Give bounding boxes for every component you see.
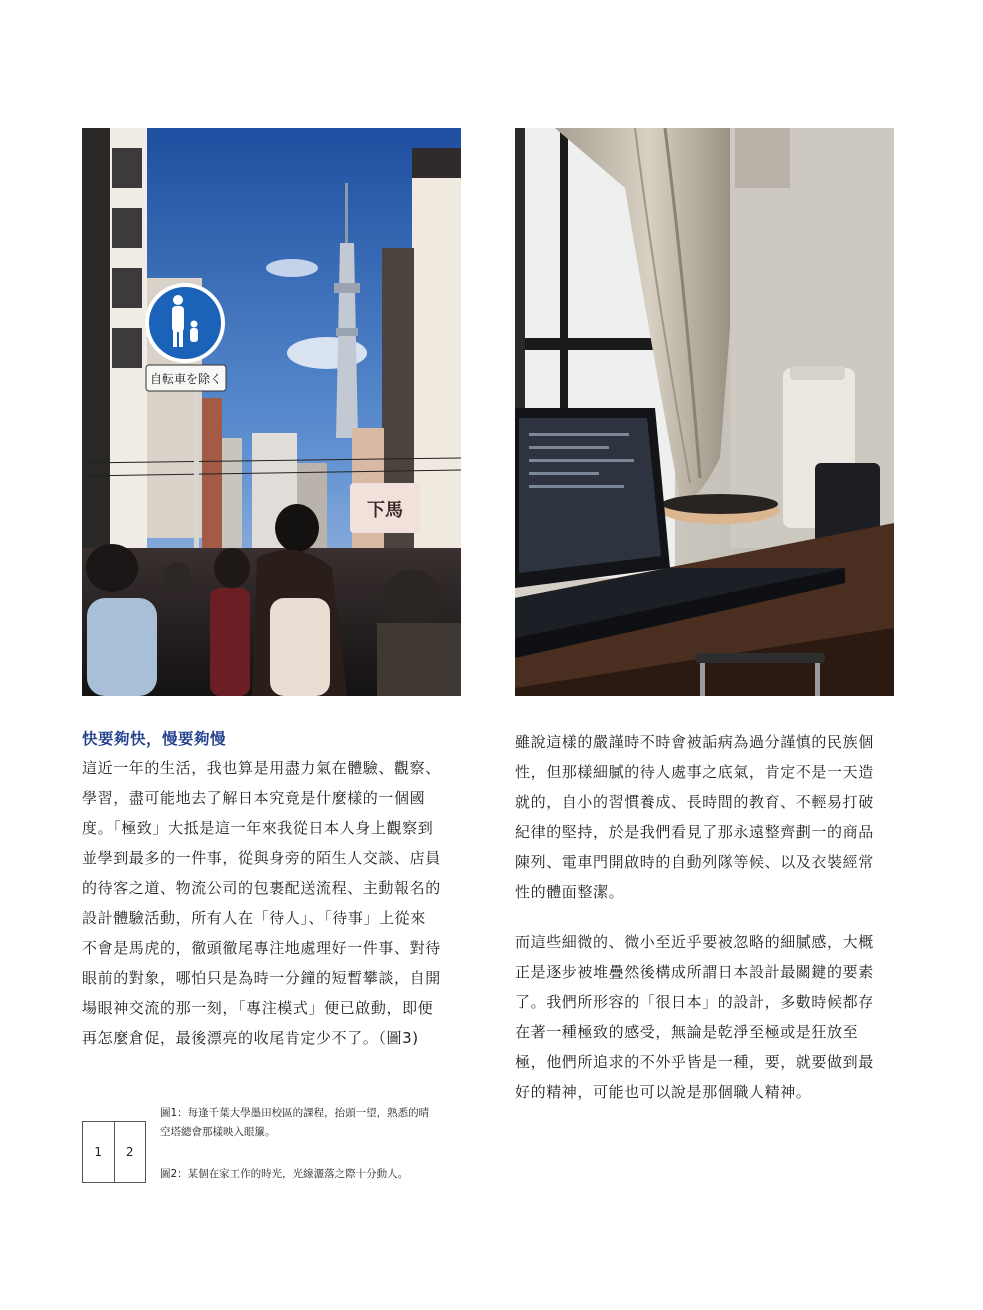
photo-street-skytree (82, 128, 461, 696)
body-line: 再怎麼倉促，最後漂亮的收尾肯定少不了。（圖3) (82, 1029, 419, 1047)
body-line: 在著一種極致的感受，無論是乾淨至極或是狂放至 (515, 1023, 859, 1041)
body-line: 紀律的堅持，於是我們看見了那永遠整齊劃一的商品 (515, 823, 874, 841)
body-line: 的待客之道、物流公司的包裹配送流程、主動報名的 (82, 879, 441, 897)
body-line: 性，但那樣細膩的待人處事之底氣，肯定不是一天造 (515, 763, 874, 781)
body-line: 度。「極致」大抵是這一年來我從日本人身上觀察到 (82, 819, 434, 837)
body-line: 好的精神，可能也可以說是那個職人精神。 (515, 1083, 812, 1101)
bicycle-sign-text: 自転車を除く (149, 372, 223, 386)
caption-figure-2: 圖2：某個在家工作的時光，光線灑落之際十分動人。 (160, 1168, 409, 1180)
photo-laptop-window (515, 128, 894, 696)
figure-label-1: 1 (94, 1145, 103, 1159)
body-line: 雖說這樣的嚴謹時不時會被詬病為過分謹慎的民族個 (515, 733, 874, 751)
body-line: 極，他們所追求的不外乎皆是一種，要，就要做到最 (515, 1053, 874, 1071)
caption-line: 圖1：每逢千葉大學墨田校區的課程，抬頭一望，熟悉的晴 (160, 1107, 430, 1119)
body-line: 設計體驗活動，所有人在「待人」、「待事」上從來 (82, 909, 426, 927)
body-line: 眼前的對象，哪怕只是為時一分鐘的短暫攀談，自開 (82, 969, 441, 987)
body-line: 學習，盡可能地去了解日本究竟是什麼樣的一個國 (82, 789, 426, 807)
body-line: 場眼神交流的那一刻，「專注模式」便已啟動，即便 (82, 999, 434, 1017)
left-column-body (82, 753, 464, 1053)
right-column-paragraph-1 (515, 727, 897, 907)
shop-sign-text: 下馬 (367, 500, 403, 521)
caption-figure-1 (160, 1104, 470, 1142)
figure-index-box (82, 1121, 146, 1183)
figure-label-2: 2 (114, 1122, 146, 1182)
body-line: 正是逐步被堆疊然後構成所謂日本設計最關鍵的要素 (515, 963, 874, 981)
body-line: 陳列、電車門開啟時的自動列隊等候、以及衣裝經常 (515, 853, 874, 871)
body-line: 而這些細微的、微小至近乎要被忽略的細膩感，大概 (515, 933, 874, 951)
body-line: 這近一年的生活，我也算是用盡力氣在體驗、觀察、 (82, 759, 441, 777)
right-column-paragraph-2 (515, 927, 897, 1107)
body-line: 了。我們所形容的「很日本」的設計，多數時候都存 (515, 993, 874, 1011)
body-line: 性的體面整潔。 (515, 883, 625, 901)
section-heading: 快要夠快，慢要夠慢 (82, 730, 227, 748)
caption-line: 空塔總會那樣映入眼簾。 (160, 1126, 276, 1138)
body-line: 就的，自小的習慣養成、長時間的教育、不輕易打破 (515, 793, 874, 811)
body-line: 並學到最多的一件事，從與身旁的陌生人交談、店員 (82, 849, 441, 867)
body-line: 不會是馬虎的，徹頭徹尾專注地處理好一件事、對待 (82, 939, 441, 957)
